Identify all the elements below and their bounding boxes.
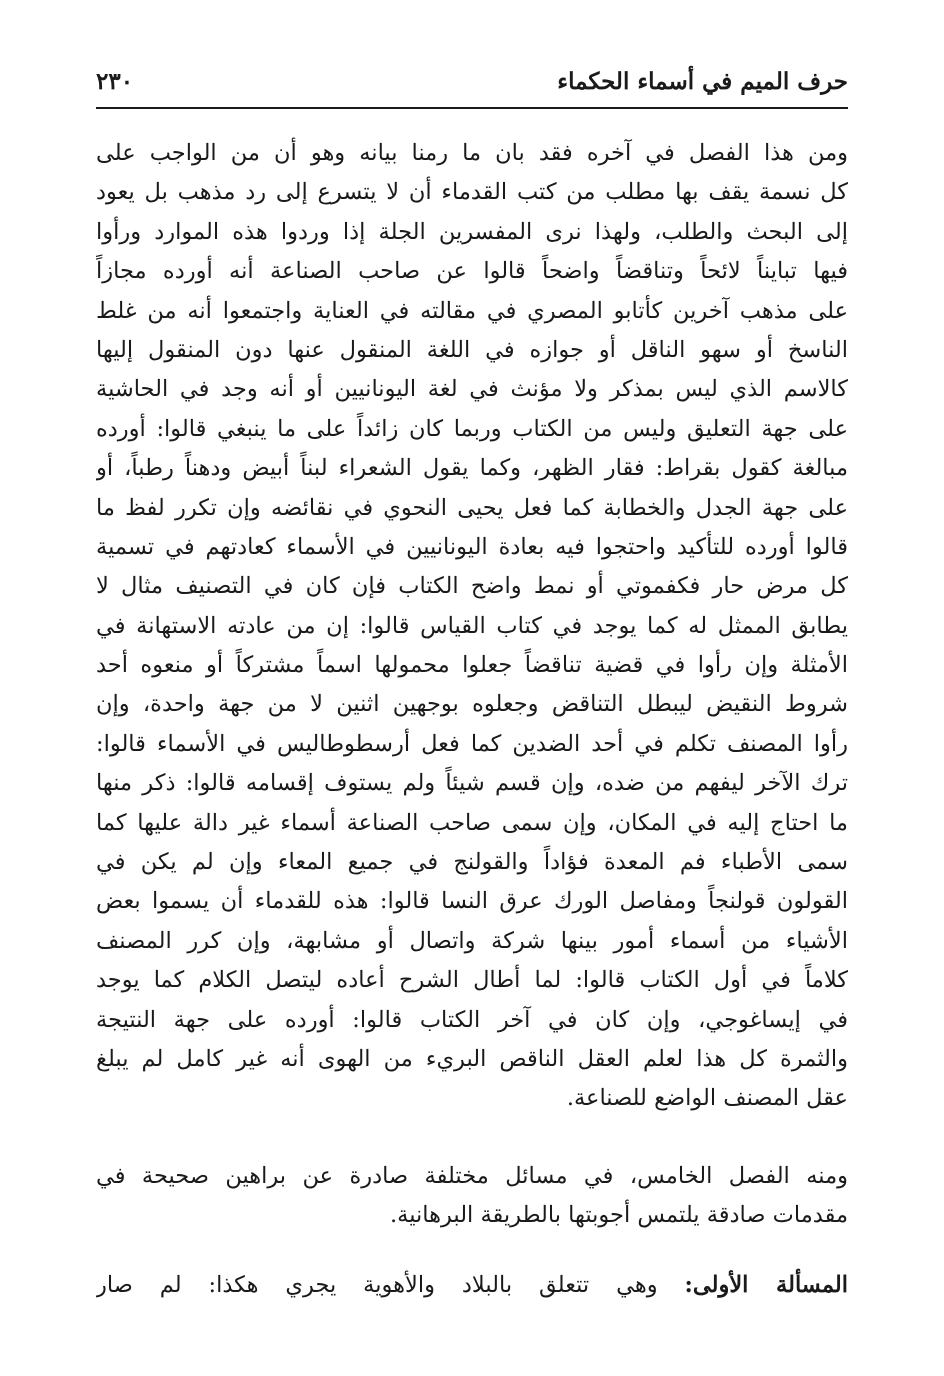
paragraph-3 bbox=[96, 1266, 848, 1305]
text-line: ترك الآخر ليفهم من ضده، وإن قسم شيئاً ولم يستوف إقسامه قالوا: ذكر منها bbox=[96, 770, 848, 797]
text-line: شروط النقيض ليبطل التناقض وجعلوه بوجهين اثنين لا من جهة واحدة، وإن bbox=[96, 691, 848, 718]
paragraph-2 bbox=[96, 1157, 848, 1236]
text-line: كلاماً في أول الكتاب قالوا: لما أطال الشرح أعاده ليتصل الكلام كما يوجد bbox=[96, 967, 848, 994]
text-line: القولون قولنجاً ومفاصل الورك عرق النسا قالوا: هذه للقدماء أن يسموا بعض bbox=[96, 888, 848, 915]
text-line: عقل المصنف الواضع للصناعة. bbox=[566, 1085, 848, 1112]
text-line: الناسخ أو سهو الناقل أو جوازه في اللغة المنقول عنها دون المنقول إليها bbox=[96, 336, 848, 363]
text-line: كل نسمة يقف بها مطلب من كتب القدماء أن لا يتسرع إلى رد مذهب بل يعود bbox=[96, 179, 848, 206]
text-line: في إيساغوجي، وإن كان في آخر الكتاب قالوا: أورده على جهة النتيجة bbox=[96, 1006, 848, 1033]
text-line: كالاسم الذي ليس بمذكر ولا مؤنث في لغة اليونانيين أو أنه وجد في الحاشية bbox=[96, 376, 848, 403]
paragraph-gap bbox=[96, 1119, 848, 1157]
text-line: الأمثلة وإن رأوا في قضية تناقضاً جعلوا محمولها اسماً مشتركاً أو منعوه أحد bbox=[96, 652, 848, 679]
text-line: قالوا أورده للتأكيد واحتجوا فيه بعادة اليونانيين في الأسماء كعادتهم في تسمية bbox=[96, 533, 848, 560]
text-line: فيها تبايناً لائحاً وتناقضاً واضحاً قالوا عن صاحب الصناعة أنه أورده مجازاً bbox=[96, 258, 848, 285]
running-header bbox=[96, 66, 848, 106]
text-line: على جهة الجدل والخطابة كما فعل يحيى النحوي في نقائضه وإن تكرر لفظ ما bbox=[96, 494, 848, 521]
text-line: على جهة التعليق وليس من الكتاب وربما كان زائداً على ما ينبغي قالوا: أورده bbox=[96, 415, 848, 442]
text-line: كل مرض حار فكفموتي أو نمط واضح الكتاب فإن كان في التصنيف مثال لا bbox=[96, 573, 848, 600]
page-number: ٢٣٠ bbox=[96, 68, 134, 95]
header-title: حرف الميم في أسماء الحكماء bbox=[557, 68, 848, 95]
question-heading: المسألة الأولى: bbox=[684, 1271, 848, 1298]
paragraph-1 bbox=[96, 134, 848, 1119]
text-line: على مذهب آخرين كأتابو المصري في مقالته في العناية واجتمعوا أنه من غلط bbox=[96, 297, 848, 324]
text-line: مقدمات صادقة يلتمس أجوبتها بالطريقة البرهانية. bbox=[390, 1202, 848, 1229]
text-line: ومنه الفصل الخامس، في مسائل مختلفة صادرة عن براهين صحيحة في bbox=[96, 1162, 848, 1189]
paragraph-gap bbox=[96, 1236, 848, 1266]
text-line: سمى الأطباء فم المعدة فؤاداً والقولنج في جميع المعاء وإن لم يكن في bbox=[96, 849, 848, 876]
body-text bbox=[96, 134, 848, 1305]
text-line: والثمرة كل هذا لعلم العقل الناقص البريء من الهوى أنه غير كامل لم يبلغ bbox=[96, 1045, 848, 1072]
text-line: مبالغة كقول بقراط: فقار الظهر، وكما يقول الشعراء لبناً أبيض ودهناً رطباً، أو bbox=[96, 455, 848, 482]
text-line: ومن هذا الفصل في آخره فقد بان ما رمنا بيانه وهو أن من الواجب على bbox=[96, 140, 848, 166]
text-line: ما احتاج إليه في المكان، وإن سمى صاحب الصناعة أسماء غير دالة عليها كما bbox=[96, 809, 848, 836]
text-line: يطابق الممثل له كما يوجد في كتاب القياس قالوا: إن من عادته الاستهانة في bbox=[96, 612, 848, 639]
text-line: رأوا المصنف تكلم في أحد الضدين كما فعل أرسطوطاليس في الأسماء قالوا: bbox=[96, 730, 848, 757]
header-rule bbox=[96, 107, 848, 109]
text-line bbox=[96, 1266, 848, 1305]
question-text: وهي تتعلق بالبلاد والأهوية يجري هكذا: لم صار bbox=[96, 1271, 658, 1298]
text-line: إلى البحث والطلب، ولهذا نرى المفسرين الجلة إذا وردوا هذه الموارد ورأوا bbox=[96, 218, 848, 245]
text-line: الأشياء من أسماء أمور بينها شركة واتصال أو مشابهة، وإن كرر المصنف bbox=[96, 927, 848, 954]
